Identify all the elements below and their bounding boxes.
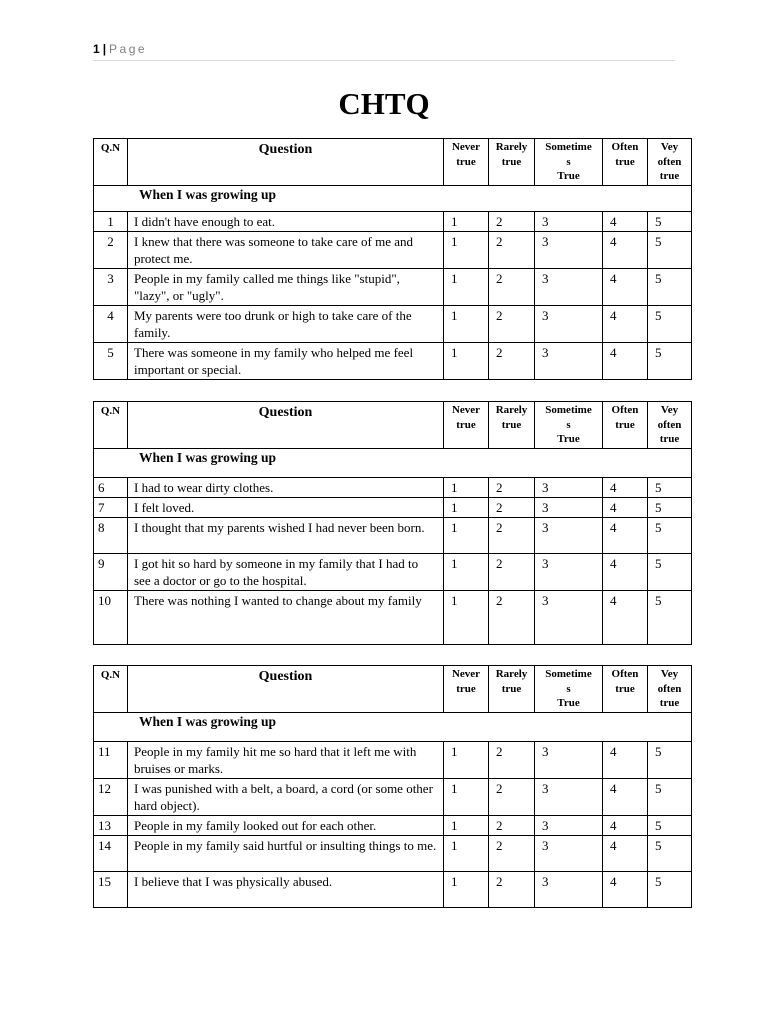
option-header-line: true: [501, 155, 522, 168]
option-header-line: true: [659, 170, 680, 182]
header-row: [94, 402, 692, 449]
page-number: 1: [93, 42, 100, 56]
question-table-1: [93, 138, 692, 380]
question-row: [94, 497, 692, 517]
option-header-2: [489, 139, 535, 186]
option-value-1[interactable]: 1: [444, 231, 489, 268]
option-value-3[interactable]: 3: [535, 342, 603, 379]
document-title: CHTQ: [338, 86, 430, 121]
option-value-4[interactable]: 4: [603, 815, 648, 835]
option-value-4[interactable]: 4: [603, 342, 648, 379]
question-number: 9: [94, 553, 128, 590]
question-row: [94, 268, 692, 305]
question-header: Question: [128, 666, 444, 713]
option-value-1[interactable]: 1: [444, 477, 489, 497]
question-table-3: [93, 665, 692, 908]
question-text: I got hit so hard by someone in my family that I had to see a doctor or go to the hospital.: [128, 553, 444, 590]
question-number: 12: [94, 778, 128, 815]
option-header-line: Never: [451, 404, 481, 416]
section-label: When I was growing up: [94, 185, 692, 211]
option-header-3: [535, 666, 603, 713]
qn-header: Q.N: [94, 402, 128, 449]
question-row: [94, 590, 692, 644]
option-header-4: [603, 666, 648, 713]
option-value-3[interactable]: 3: [535, 497, 603, 517]
question-header: Question: [128, 402, 444, 449]
question-text: I thought that my parents wished I had never been born.: [128, 517, 444, 553]
section-row: [94, 448, 692, 477]
option-value-4[interactable]: 4: [603, 835, 648, 871]
header-row: [94, 139, 692, 186]
option-value-2[interactable]: 2: [489, 778, 535, 815]
question-number: 5: [94, 342, 128, 379]
option-value-4[interactable]: 4: [603, 477, 648, 497]
question-text: There was nothing I wanted to change about my family: [128, 590, 444, 644]
question-text: I didn't have enough to eat.: [128, 211, 444, 231]
question-row: [94, 211, 692, 231]
option-value-4[interactable]: 4: [603, 871, 648, 907]
page-separator: |: [102, 42, 107, 56]
option-header-2: [489, 402, 535, 449]
option-value-1[interactable]: 1: [444, 871, 489, 907]
option-value-3[interactable]: 3: [535, 268, 603, 305]
option-header-line: Rarely: [495, 668, 528, 680]
option-header-line: true: [456, 682, 476, 695]
option-header-line: true: [615, 682, 635, 695]
option-value-3[interactable]: 3: [535, 778, 603, 815]
option-value-5[interactable]: 5: [648, 871, 692, 907]
question-text: I knew that there was someone to take care of me and protect me.: [128, 231, 444, 268]
question-table-2: [93, 401, 692, 645]
option-value-3[interactable]: 3: [535, 815, 603, 835]
option-header-line: true: [659, 697, 680, 709]
option-header-line: Never: [451, 141, 481, 153]
question-row: [94, 778, 692, 815]
section-row: [94, 185, 692, 211]
question-row: [94, 477, 692, 497]
question-row: [94, 231, 692, 268]
option-header-line: s: [566, 155, 571, 168]
option-header-line: s: [566, 418, 571, 431]
option-header-line: Never: [451, 668, 481, 680]
question-row: [94, 342, 692, 379]
question-text: My parents were too drunk or high to take care of the family.: [128, 305, 444, 342]
option-value-1[interactable]: 1: [444, 835, 489, 871]
option-header-line: Rarely: [495, 141, 528, 153]
option-value-3[interactable]: 3: [535, 553, 603, 590]
option-header-line: often: [657, 418, 682, 431]
question-number: 1: [94, 211, 128, 231]
option-value-1[interactable]: 1: [444, 497, 489, 517]
option-value-2[interactable]: 2: [489, 835, 535, 871]
option-header-line: true: [501, 682, 522, 695]
option-header-line: true: [456, 155, 476, 168]
option-value-2[interactable]: 2: [489, 871, 535, 907]
qn-header: Q.N: [94, 139, 128, 186]
page-header: [93, 42, 675, 61]
option-header-1: [444, 666, 489, 713]
option-header-5: [648, 402, 692, 449]
option-header-line: True: [557, 433, 580, 445]
question-text: People in my family said hurtful or insulting things to me.: [128, 835, 444, 871]
section-row: [94, 712, 692, 741]
option-value-5[interactable]: 5: [648, 342, 692, 379]
option-value-2[interactable]: 2: [489, 305, 535, 342]
question-row: [94, 305, 692, 342]
option-value-1[interactable]: 1: [444, 342, 489, 379]
option-value-1[interactable]: 1: [444, 517, 489, 553]
option-value-2[interactable]: 2: [489, 815, 535, 835]
option-header-line: true: [615, 418, 635, 431]
option-value-1[interactable]: 1: [444, 305, 489, 342]
option-value-2[interactable]: 2: [489, 231, 535, 268]
section-label: When I was growing up: [94, 448, 692, 477]
option-value-5[interactable]: 5: [648, 835, 692, 871]
option-value-2[interactable]: 2: [489, 477, 535, 497]
option-header-line: Vey: [660, 141, 679, 153]
question-row: [94, 553, 692, 590]
option-value-2[interactable]: 2: [489, 342, 535, 379]
question-header: Question: [128, 139, 444, 186]
question-number: 2: [94, 231, 128, 268]
option-value-2[interactable]: 2: [489, 590, 535, 644]
option-value-3[interactable]: 3: [535, 590, 603, 644]
option-header-line: true: [615, 155, 635, 168]
option-header-2: [489, 666, 535, 713]
option-value-5[interactable]: 5: [648, 553, 692, 590]
option-header-line: True: [557, 170, 580, 182]
option-header-5: [648, 666, 692, 713]
option-value-5[interactable]: 5: [648, 590, 692, 644]
question-text: People in my family looked out for each other.: [128, 815, 444, 835]
question-number: 8: [94, 517, 128, 553]
question-text: People in my family hit me so hard that it left me with bruises or marks.: [128, 741, 444, 778]
option-header-line: often: [657, 155, 682, 168]
option-value-1[interactable]: 1: [444, 268, 489, 305]
question-text: There was someone in my family who helped me feel important or special.: [128, 342, 444, 379]
option-value-3[interactable]: 3: [535, 835, 603, 871]
option-header-line: true: [659, 433, 680, 445]
option-value-2[interactable]: 2: [489, 741, 535, 778]
qn-header: Q.N: [94, 666, 128, 713]
page-label: Page: [109, 42, 148, 56]
question-text: I felt loved.: [128, 497, 444, 517]
option-value-1[interactable]: 1: [444, 590, 489, 644]
option-value-5[interactable]: 5: [648, 497, 692, 517]
option-value-2[interactable]: 2: [489, 497, 535, 517]
option-header-line: Vey: [660, 668, 679, 680]
option-header-3: [535, 402, 603, 449]
option-value-2[interactable]: 2: [489, 517, 535, 553]
question-text: I was punished with a belt, a board, a cord (or some other hard object).: [128, 778, 444, 815]
option-value-5[interactable]: 5: [648, 211, 692, 231]
option-value-1[interactable]: 1: [444, 211, 489, 231]
option-value-4[interactable]: 4: [603, 231, 648, 268]
question-text: People in my family called me things like "stupid", "lazy", or "ugly".: [128, 268, 444, 305]
option-value-1[interactable]: 1: [444, 815, 489, 835]
option-value-5[interactable]: 5: [648, 268, 692, 305]
option-value-3[interactable]: 3: [535, 305, 603, 342]
question-number: 7: [94, 497, 128, 517]
question-number: 4: [94, 305, 128, 342]
option-header-4: [603, 139, 648, 186]
option-value-2[interactable]: 2: [489, 553, 535, 590]
option-header-line: true: [456, 418, 476, 431]
option-value-5[interactable]: 5: [648, 305, 692, 342]
option-value-1[interactable]: 1: [444, 553, 489, 590]
option-value-4[interactable]: 4: [603, 268, 648, 305]
option-header-line: true: [501, 418, 522, 431]
option-header-1: [444, 139, 489, 186]
header-row: [94, 666, 692, 713]
question-text: I believe that I was physically abused.: [128, 871, 444, 907]
option-header-line: often: [657, 682, 682, 695]
option-value-2[interactable]: 2: [489, 211, 535, 231]
question-row: [94, 815, 692, 835]
option-value-4[interactable]: 4: [603, 211, 648, 231]
option-value-3[interactable]: 3: [535, 741, 603, 778]
option-header-line: Often: [611, 668, 639, 680]
question-number: 13: [94, 815, 128, 835]
option-value-4[interactable]: 4: [603, 590, 648, 644]
option-value-2[interactable]: 2: [489, 268, 535, 305]
option-value-4[interactable]: 4: [603, 497, 648, 517]
question-number: 15: [94, 871, 128, 907]
option-header-line: Often: [611, 404, 639, 416]
option-value-5[interactable]: 5: [648, 477, 692, 497]
option-value-3[interactable]: 3: [535, 211, 603, 231]
option-header-line: Vey: [660, 404, 679, 416]
option-value-3[interactable]: 3: [535, 517, 603, 553]
option-value-5[interactable]: 5: [648, 517, 692, 553]
option-value-5[interactable]: 5: [648, 231, 692, 268]
question-number: 3: [94, 268, 128, 305]
option-header-5: [648, 139, 692, 186]
option-value-1[interactable]: 1: [444, 778, 489, 815]
option-value-3[interactable]: 3: [535, 477, 603, 497]
option-value-5[interactable]: 5: [648, 778, 692, 815]
option-value-3[interactable]: 3: [535, 871, 603, 907]
option-value-1[interactable]: 1: [444, 741, 489, 778]
option-value-5[interactable]: 5: [648, 815, 692, 835]
option-header-1: [444, 402, 489, 449]
section-label: When I was growing up: [94, 712, 692, 741]
question-row: [94, 835, 692, 871]
option-value-4[interactable]: 4: [603, 517, 648, 553]
option-value-5[interactable]: 5: [648, 741, 692, 778]
question-number: 6: [94, 477, 128, 497]
option-header-line: Sometime: [545, 668, 592, 680]
option-value-4[interactable]: 4: [603, 305, 648, 342]
option-header-line: s: [566, 682, 571, 695]
question-number: 10: [94, 590, 128, 644]
option-header-line: Sometime: [545, 404, 592, 416]
option-header-line: Sometime: [545, 141, 592, 153]
option-header-line: Often: [611, 141, 639, 153]
option-header-line: Rarely: [495, 404, 528, 416]
option-header-3: [535, 139, 603, 186]
option-header-line: True: [557, 697, 580, 709]
question-row: [94, 517, 692, 553]
option-value-4[interactable]: 4: [603, 553, 648, 590]
option-value-4[interactable]: 4: [603, 778, 648, 815]
option-header-4: [603, 402, 648, 449]
question-row: [94, 741, 692, 778]
question-row: [94, 871, 692, 907]
question-number: 11: [94, 741, 128, 778]
question-text: I had to wear dirty clothes.: [128, 477, 444, 497]
option-value-4[interactable]: 4: [603, 741, 648, 778]
question-number: 14: [94, 835, 128, 871]
option-value-3[interactable]: 3: [535, 231, 603, 268]
